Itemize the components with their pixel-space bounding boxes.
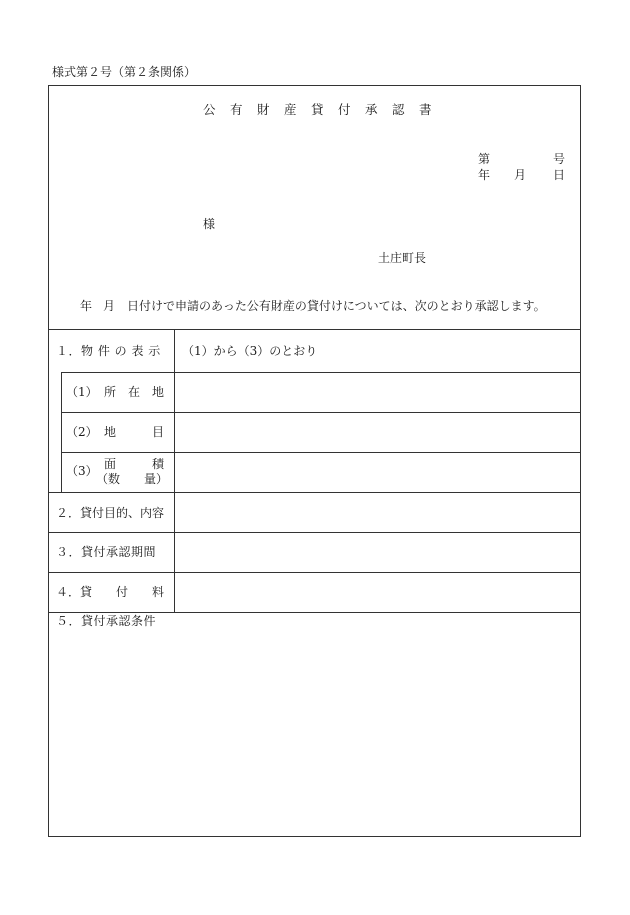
date-line-month: 月 — [103, 299, 116, 313]
number-suffix: 号 — [553, 152, 566, 166]
number-label: 第 — [478, 152, 491, 166]
rule-row5 — [48, 612, 581, 613]
sub-land-category-number: （2） — [66, 425, 98, 439]
addressee-suffix: 様 — [203, 217, 216, 231]
date-line-year: 年 — [80, 299, 93, 313]
rule-row4 — [48, 572, 581, 573]
sub-area-number: （3） — [66, 464, 98, 478]
rule-sub3 — [61, 452, 581, 453]
issuer: 土庄町長 — [378, 251, 427, 265]
row-fee-label: ４．貸 付 料 — [56, 585, 165, 599]
rule-top-table — [48, 329, 581, 330]
date-month: 月 — [514, 168, 527, 182]
row-property-label: １．物 件 の 表 示 — [56, 344, 161, 358]
sub-land-category-label: 地 目 — [104, 425, 165, 439]
row-conditions-label: ５．貸付承認条件 — [56, 614, 157, 628]
approval-statement: 日付けで申請のあった公有財産の貸付けについては、次のとおり承認します。 — [127, 299, 546, 313]
date-year: 年 — [478, 168, 491, 182]
rule-sub-indent — [61, 372, 62, 492]
sub-location-label: 所 在 地 — [104, 385, 165, 399]
document-title: 公 有 財 産 貸 付 承 認 書 — [203, 102, 433, 117]
sub-location-number: （1） — [66, 385, 98, 399]
row-period-label: ３．貸付承認期間 — [56, 545, 157, 559]
rule-sub2 — [61, 412, 581, 413]
sub-quantity-label: （数 量） — [96, 472, 169, 486]
date-day: 日 — [553, 168, 566, 182]
row-purpose-label: ２．貸付目的、内容 — [56, 506, 165, 520]
row-property-value: （1）から（3）のとおり — [182, 344, 318, 358]
rule-sub1 — [61, 372, 581, 373]
form-number: 様式第２号（第２条関係） — [52, 65, 197, 79]
sub-area-label: 面 積 — [104, 457, 165, 471]
rule-row2 — [48, 492, 581, 493]
rule-row3 — [48, 532, 581, 533]
